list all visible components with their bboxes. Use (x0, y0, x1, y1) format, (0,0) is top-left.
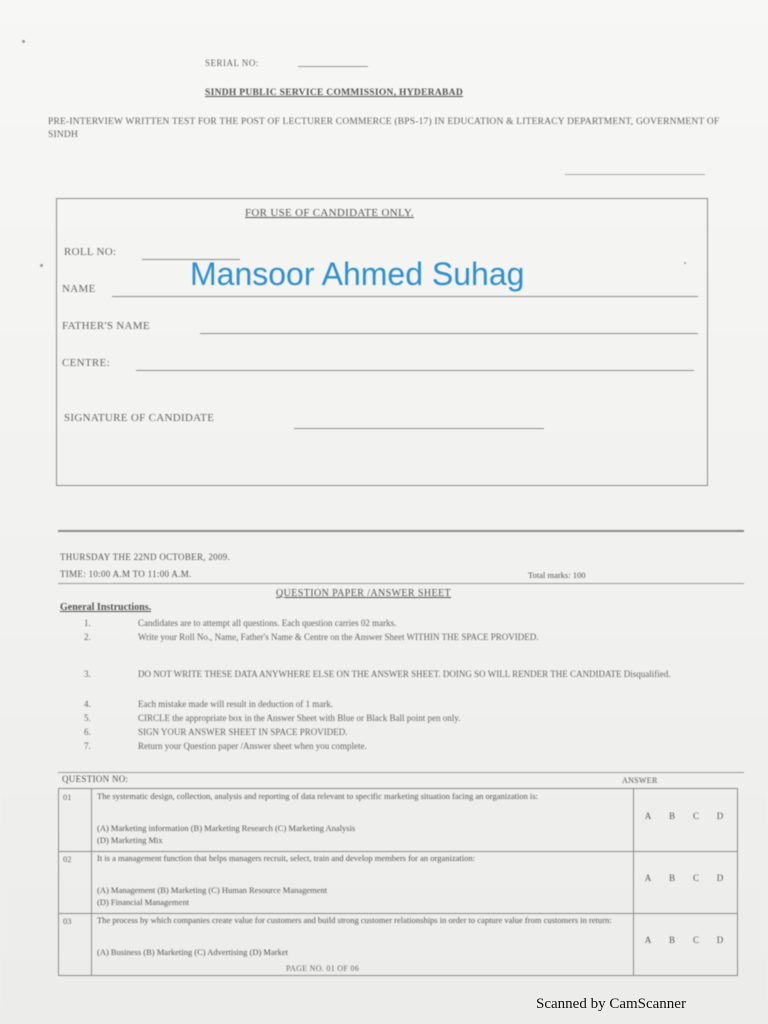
question-options: (A) Management (B) Marketing (C) Human Resource Management (97, 885, 328, 895)
serial-label: SERIAL NO: (205, 58, 259, 68)
instruction-item (60, 713, 740, 724)
instruction-number: 4. (84, 699, 91, 709)
candidate-box (56, 198, 708, 486)
answer-option-b[interactable]: B (668, 811, 675, 821)
question-text: The systematic design, collection, analysis and reporting of data relevant to specific marketing situation facing an organization is: (97, 791, 538, 801)
answer-option-a[interactable]: A (644, 935, 652, 945)
question-options: (A) Marketing information (B) Marketing Research (C) Marketing Analysis (97, 823, 356, 833)
instruction-item (60, 741, 740, 752)
candidate-name-value: Mansoor Ahmed Suhag (190, 256, 525, 292)
centre-line (136, 370, 694, 371)
instruction-item (60, 727, 740, 738)
instruction-text: Candidates are to attempt all questions. Each question carries 02 marks. (138, 618, 397, 628)
instruction-item (60, 669, 740, 691)
signature-label: SIGNATURE OF CANDIDATE (64, 412, 215, 424)
answer-option-d[interactable]: D (716, 873, 724, 883)
question-options: (D) Financial Management (97, 897, 190, 907)
question-row (59, 851, 737, 913)
name-line (112, 296, 698, 297)
instruction-text: Return your Question paper /Answer sheet when you complete. (138, 741, 367, 751)
scanner-watermark: Scanned by CamScanner (536, 996, 686, 1012)
instructions-title: General Instructions. (60, 602, 152, 613)
signature-line (294, 428, 544, 429)
answer-option-c[interactable]: C (692, 935, 699, 945)
instruction-text: CIRCLE the appropriate box in the Answer Sheet with Blue or Black Ball point pen only. (138, 713, 461, 723)
name-label: NAME (62, 283, 96, 295)
info-divider (58, 583, 744, 584)
father-name-label: FATHER'S NAME (62, 320, 150, 332)
instruction-text: SIGN YOUR ANSWER SHEET IN SPACE PROVIDED. (138, 727, 348, 737)
question-row (59, 789, 737, 851)
scan-speck (22, 40, 25, 43)
answer-option-c[interactable]: C (692, 811, 699, 821)
centre-label: CENTRE: (62, 357, 110, 369)
answer-option-c[interactable]: C (692, 873, 699, 883)
instruction-text: Write your Roll No., Name, Father's Name & Centre on the Answer Sheet WITHIN THE SPACE PROVIDED. (138, 632, 539, 642)
section-divider (58, 530, 744, 532)
answer-option-d[interactable]: D (716, 935, 724, 945)
instruction-text: Each mistake made will result in deduction of 1 mark. (138, 699, 333, 709)
instruction-number: 1. (84, 618, 91, 628)
exam-time: TIME: 10:00 A.M TO 11:00 A.M. (60, 569, 192, 579)
question-text: The process by which companies create value for customers and build strong customer relationships in order to capture value from customers in return: (97, 915, 612, 925)
paper-title: QUESTION PAPER /ANSWER SHEET (276, 588, 452, 599)
question-number: 01 (63, 792, 72, 802)
question-options: (A) Business (B) Marketing (C) Advertising (D) Market (97, 947, 288, 957)
instruction-number: 7. (84, 741, 91, 751)
questions-divider (58, 772, 744, 773)
exam-date: THURSDAY THE 22ND OCTOBER, 2009. (60, 552, 231, 562)
question-number: 02 (63, 854, 72, 864)
answer-option-b[interactable]: B (668, 935, 675, 945)
instruction-item (60, 618, 740, 629)
test-title: PRE-INTERVIEW WRITTEN TEST FOR THE POST OF LECTURER COMMERCE (BPS-17) IN EDUCATION & LITERACY DEPARTMENT, GOVERNMENT OF SINDH (48, 117, 720, 140)
instruction-number: 2. (84, 632, 91, 642)
instruction-item (60, 699, 740, 710)
candidate-box-title: FOR USE OF CANDIDATE ONLY. (245, 207, 414, 219)
question-options: (D) Marketing Mix (97, 835, 163, 845)
answer-option-a[interactable]: A (644, 811, 652, 821)
question-row (59, 913, 737, 975)
question-text: It is a management function that helps managers recruit, select, train and develop members for an organization: (97, 853, 475, 863)
scan-speck (684, 262, 686, 264)
question-no-header: QUESTION NO: (62, 774, 129, 784)
question-number: 03 (63, 916, 72, 926)
answer-option-d[interactable]: D (716, 811, 724, 821)
father-name-line (200, 333, 698, 334)
organization-title: SINDH PUBLIC SERVICE COMMISSION, HYDERABAD (205, 88, 463, 98)
instruction-number: 6. (84, 727, 91, 737)
instruction-item (60, 632, 740, 654)
answer-header: ANSWER (622, 776, 658, 785)
instruction-text: DO NOT WRITE THESE DATA ANYWHERE ELSE ON THE ANSWER SHEET. DOING SO WILL RENDER THE CANDIDATE Disqualified. (138, 669, 671, 679)
top-right-line (565, 174, 705, 175)
instruction-number: 5. (84, 713, 91, 723)
page-number: PAGE NO. 01 OF 06 (286, 964, 360, 973)
answer-option-b[interactable]: B (668, 873, 675, 883)
roll-no-label: ROLL NO: (64, 246, 117, 258)
answer-option-a[interactable]: A (644, 873, 652, 883)
instruction-number: 3. (84, 669, 91, 679)
questions-table (58, 788, 738, 976)
total-marks: Total marks: 100 (528, 570, 586, 580)
serial-line (298, 66, 368, 67)
scan-speck (40, 264, 43, 267)
